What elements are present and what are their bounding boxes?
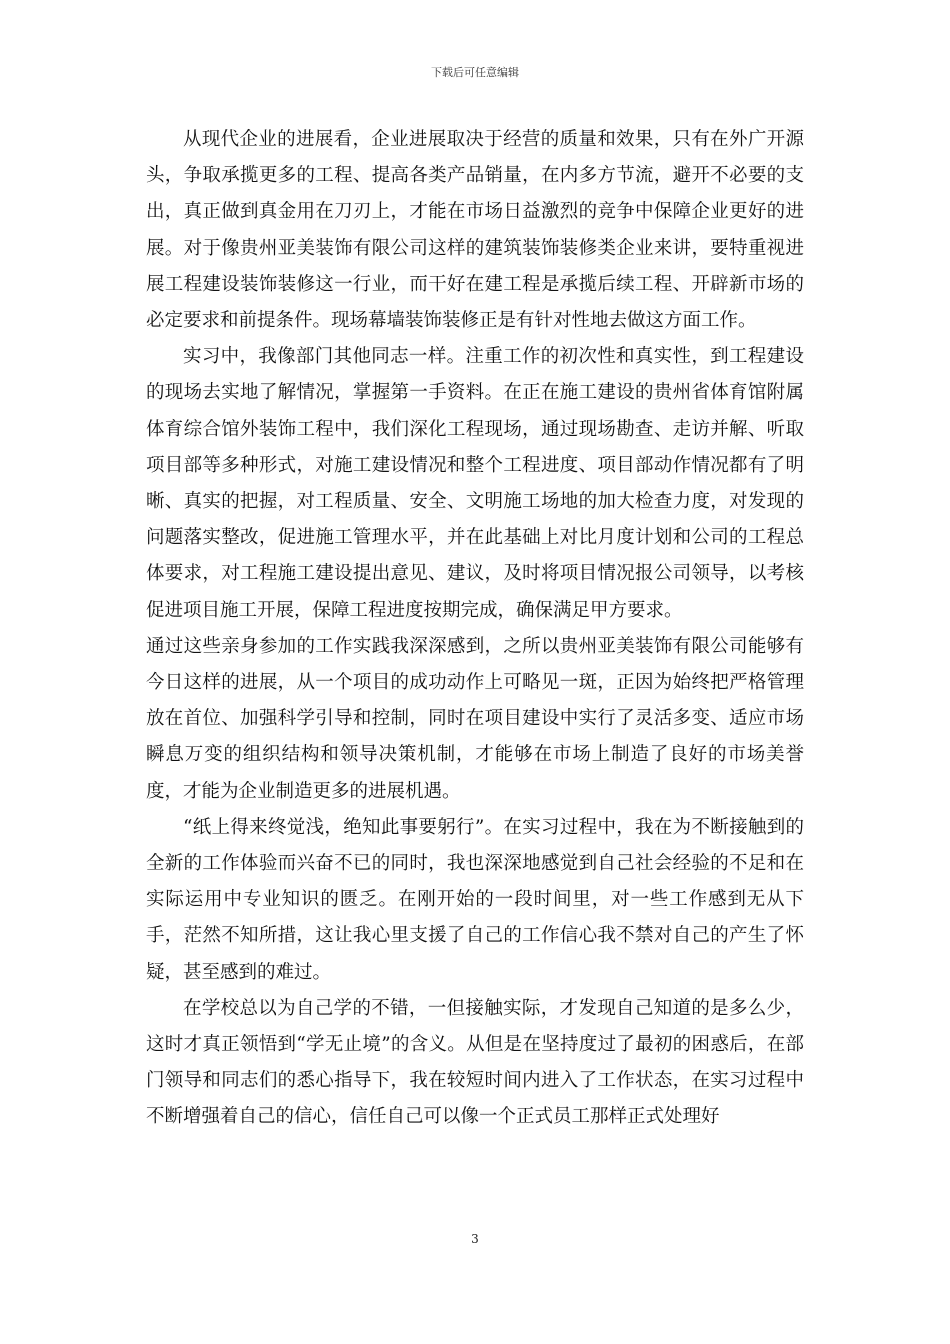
page-header: 下载后可任意编辑 [431,66,519,79]
paragraph-1: 从现代企业的进展看，企业进展取决于经营的质量和效果，只有在外广开源头，争取承揽更多的工程、提高各类产品销量，在内多方节流，避开不必要的支出，真正做到真金用在刀刃上，才能在市场日益激烈的竞争中保障企业更好的进展。对于像贵州亚美装饰有限公司这样的建筑装饰装修类企业来讲，要特重视进展工程建设装饰装修这一行业，而干好在建工程是承揽后续工程、开辟新市场的必定要求和前提条件。现场幕墙装饰装修正是有针对性地去做这方面工作。 [146,129,804,332]
paragraph-5: 在学校总以为自己学的不错，一但接触实际，才发现自己知道的是多么少，这时才真正领悟到“学无止境”的含义。从但是在坚持度过了最初的困惑后，在部门领导和同志们的悉心指导下，我在较短时间内进入了工作状态，在实习过程中不断增强着自己的信心，信任自己可以像一个正式员工那样正式处理好 [146,997,804,1128]
page-number: 3 [471,1232,479,1246]
paragraph-4: “纸上得来终觉浅，绝知此事要躬行”。在实习过程中，我在为不断接触到的全新的工作体验而兴奋不已的同时，我也深深地感觉到自己社会经验的不足和在实际运用中专业知识的匮乏。在刚开始的一段时间里，对一些工作感到无从下手，茫然不知所措，这让我心里支援了自己的工作信心我不禁对自己的产生了怀疑，甚至感到的难过。 [146,816,804,983]
document-body [146,122,804,1136]
paragraph-3: 通过这些亲身参加的工作实践我深深感到，之所以贵州亚美装饰有限公司能够有今日这样的进展，从一个项目的成功动作上可略见一斑，正因为始终把严格管理放在首位、加强科学引导和控制，同时在项目建设中实行了灵活多变、适应市场瞬息万变的组织结构和领导决策机制，才能够在市场上制造了良好的市场美誉度，才能为企业制造更多的进展机遇。 [146,635,804,802]
paragraph-2: 实习中，我像部门其他同志一样。注重工作的初次性和真实性，到工程建设的现场去实地了解情况，掌握第一手资料。在正在施工建设的贵州省体育馆附属体育综合馆外装饰工程中，我们深化工程现场，通过现场勘查、走访并解、听取项目部等多种形式，对施工建设情况和整个工程进度、项目部动作情况都有了明晰、真实的把握，对工程质量、安全、文明施工场地的加大检查力度，对发现的问题落实整改，促进施工管理水平，并在此基础上对比月度计划和公司的工程总体要求，对工程施工建设提出意见、建议，及时将项目情况报公司领导，以考核促进项目施工开展，保障工程进度按期完成，确保满足甲方要求。 [146,346,804,621]
